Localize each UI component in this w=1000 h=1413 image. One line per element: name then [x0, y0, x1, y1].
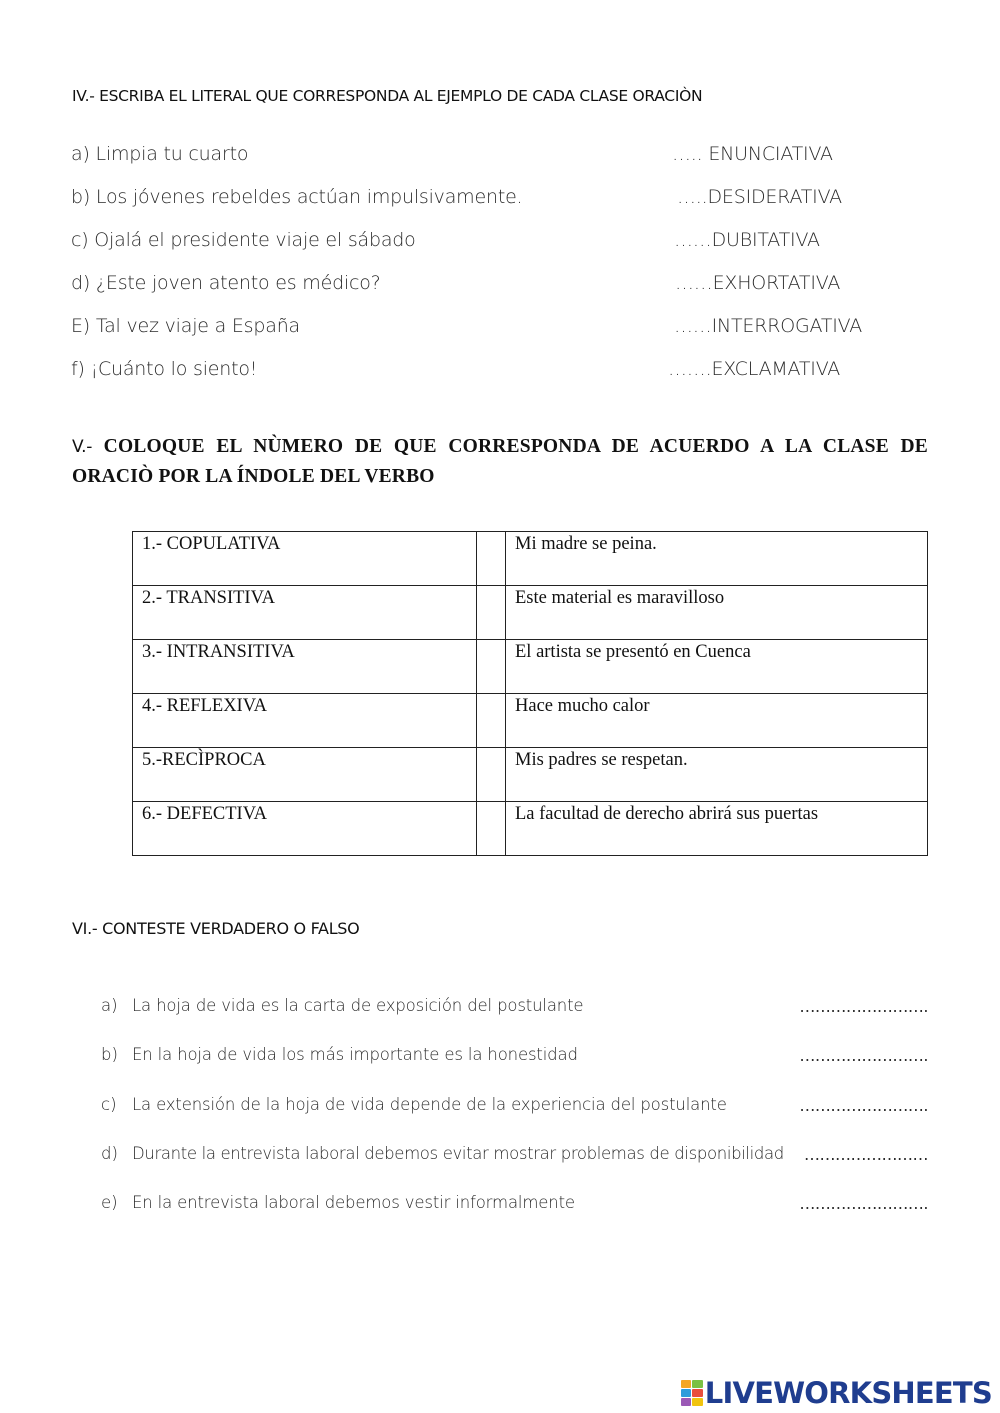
- tf-statement-e: En la entrevista laboral debemos vestir informalmente: [132, 1193, 575, 1212]
- verb-type-cell: 4.- REFLEXIVA: [133, 694, 477, 748]
- match-option-exclamativa: …….EXCLAMATIVA: [668, 358, 841, 380]
- answer-blank-cell[interactable]: [477, 748, 506, 802]
- tf-letter-d: d): [101, 1144, 118, 1163]
- answer-blank-cell[interactable]: [477, 640, 506, 694]
- tf-statement-a: La hoja de vida es la carta de exposición del postulante: [132, 996, 584, 1015]
- example-cell: Mis padres se respetan.: [506, 748, 928, 802]
- match-option-dubitativa: ……DUBITATIVA: [674, 229, 820, 251]
- table-row: [133, 802, 928, 856]
- match-option-interrogativa: ……INTERROGATIVA: [674, 315, 863, 337]
- logo-text: LIVEWORKSHEETS: [704, 1376, 992, 1410]
- table-row: [133, 694, 928, 748]
- example-cell: Este material es maravilloso: [506, 586, 928, 640]
- tf-letter-c: c): [101, 1095, 117, 1114]
- verb-type-cell: 2.- TRANSITIVA: [133, 586, 477, 640]
- answer-blank-cell[interactable]: [477, 532, 506, 586]
- section-5-prefix: V.-: [72, 437, 93, 457]
- answer-blank-cell[interactable]: [477, 694, 506, 748]
- match-option-enunciativa: ….. ENUNCIATIVA: [672, 143, 833, 165]
- table-row: [133, 586, 928, 640]
- tf-statement-b: En la hoja de vida los más importante es la honestidad: [132, 1045, 578, 1064]
- section-4-title: IV.- ESCRIBA EL LITERAL QUE CORRESPONDA AL EJEMPLO DE CADA CLASE ORACIÒN: [72, 87, 703, 105]
- match-item-d: d) ¿Este joven atento es médico?: [71, 272, 381, 294]
- logo-mark-icon: [681, 1380, 703, 1406]
- tf-letter-b: b): [101, 1045, 118, 1064]
- verb-type-cell: 1.- COPULATIVA: [133, 532, 477, 586]
- table-row: [133, 532, 928, 586]
- section-5-title-text: COLOQUE EL NÙMERO DE QUE CORRESPONDA DE ACUERDO A LA CLASE DE ORACIÒ POR LA ÍNDOLE DEL VERBO: [72, 436, 928, 487]
- verb-type-cell: 5.-RECÌPROCA: [133, 748, 477, 802]
- verb-type-cell: 6.- DEFECTIVA: [133, 802, 477, 856]
- table-row: [133, 748, 928, 802]
- match-item-f: f) ¡Cuánto lo siento!: [71, 358, 258, 380]
- answer-blank-cell[interactable]: [477, 586, 506, 640]
- tf-answer-blank-e[interactable]: …………………….: [799, 1194, 928, 1213]
- table-row: [133, 640, 928, 694]
- example-cell: El artista se presentó en Cuenca: [506, 640, 928, 694]
- tf-statement-c: La extensión de la hoja de vida depende de la experiencia del postulante: [132, 1095, 727, 1114]
- verb-type-cell: 3.- INTRANSITIVA: [133, 640, 477, 694]
- example-cell: Mi madre se peina.: [506, 532, 928, 586]
- match-item-e: E) Tal vez viaje a España: [71, 315, 300, 337]
- example-cell: La facultad de derecho abrirá sus puertas: [506, 802, 928, 856]
- section-5-title: [72, 432, 928, 491]
- section-6-title: VI.- CONTESTE VERDADERO O FALSO: [72, 919, 360, 938]
- tf-answer-blank-c[interactable]: …………………….: [799, 1096, 928, 1115]
- example-cell: Hace mucho calor: [506, 694, 928, 748]
- tf-statement-d: Durante la entrevista laboral debemos evitar mostrar problemas de disponibilidad: [132, 1144, 784, 1163]
- tf-letter-a: a): [101, 996, 118, 1015]
- verb-type-table: [132, 531, 928, 856]
- tf-answer-blank-d[interactable]: ……………………: [804, 1145, 928, 1164]
- tf-answer-blank-a[interactable]: …………………….: [799, 997, 928, 1016]
- match-option-exhortativa: ……EXHORTATIVA: [675, 272, 841, 294]
- liveworksheets-logo: [681, 1378, 992, 1408]
- match-item-b: b) Los jóvenes rebeldes actúan impulsivamente.: [71, 186, 523, 208]
- tf-letter-e: e): [101, 1193, 118, 1212]
- match-item-c: c) Ojalá el presidente viaje el sábado: [71, 229, 416, 251]
- match-item-a: a) Limpia tu cuarto: [71, 143, 249, 165]
- match-option-desiderativa: …..DESIDERATIVA: [677, 186, 842, 208]
- answer-blank-cell[interactable]: [477, 802, 506, 856]
- tf-answer-blank-b[interactable]: …………………….: [799, 1046, 928, 1065]
